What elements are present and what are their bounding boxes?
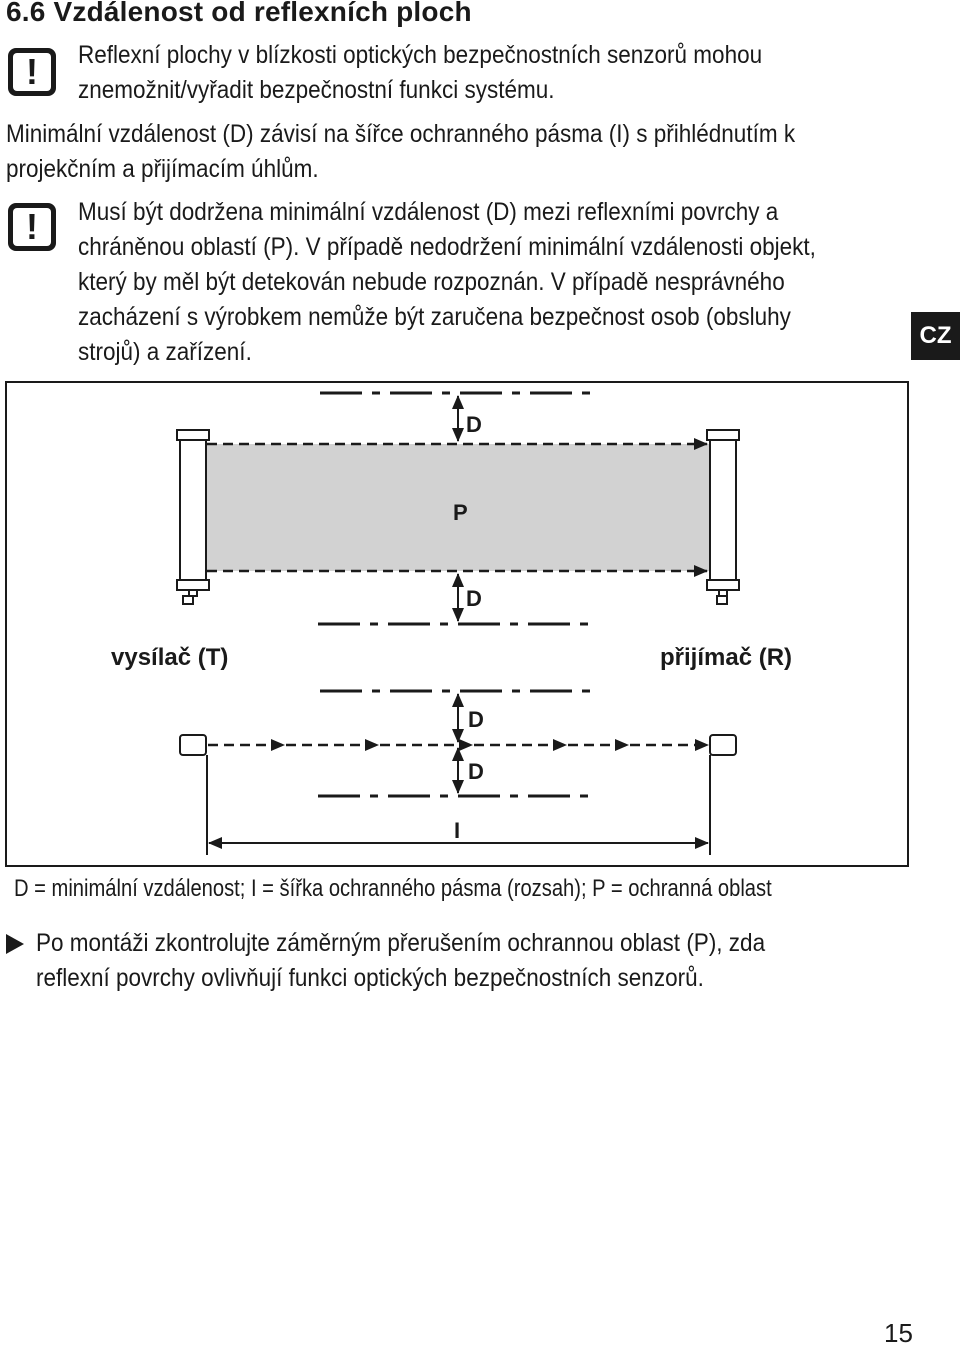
exclamation-warning-icon: !	[8, 48, 56, 96]
label-p: P	[453, 500, 468, 525]
section-heading: 6.6 Vzdálenost od reflexních ploch	[6, 0, 472, 27]
warning1-line2: znemožnit/vyřadit bezpečnostní funkci systému.	[78, 76, 555, 104]
instruction-line1: Po montáži zkontrolujte záměrným přerušením ochrannou oblast (P), zda	[36, 929, 766, 957]
warning1-line1: Reflexní plochy v blízkosti optických bezpečnostních senzorů mohou	[78, 41, 763, 69]
intro-line1: Minimální vzdálenost (D) závisí na šířce ochranného pásma (I) s přihlédnutím k	[6, 120, 796, 148]
warning2-line4: zacházení s výrobkem nemůže být zaručena bezpečnost osob (obsluhy	[78, 303, 791, 331]
transmitter-device	[177, 430, 209, 604]
label-d-bottom: D	[466, 586, 482, 611]
exclamation-warning-icon: !	[8, 203, 56, 251]
bullet-arrow-icon	[6, 934, 24, 954]
warning2-line5: strojů) a zařízení.	[78, 338, 252, 366]
page-number: 15	[884, 1318, 913, 1348]
label-d-top: D	[466, 412, 482, 437]
warning2-line1: Musí být dodržena minimální vzdálenost (D) mezi reflexními povrchy a	[78, 198, 779, 226]
intro-line2: projekčním a přijímacím úhlům.	[6, 155, 319, 183]
label-d-lower2: D	[468, 759, 484, 784]
receiver-label: přijímač (R)	[660, 644, 793, 671]
language-tab: CZ	[911, 312, 960, 360]
label-i: I	[454, 818, 461, 843]
receiver-symbol	[710, 735, 736, 755]
warning2-line3: který by měl být detekován nebude rozpoznán. V případě nesprávného	[78, 268, 785, 296]
instruction-line2: reflexní povrchy ovlivňují funkci optických bezpečnostních senzorů.	[36, 964, 704, 992]
label-d-lower1: D	[468, 707, 484, 732]
transmitter-symbol	[180, 735, 206, 755]
receiver-device	[707, 430, 739, 604]
transmitter-label: vysílač (T)	[111, 644, 229, 671]
figure-caption: D = minimální vzdálenost; I = šířka ochranného pásma (rozsah); P = ochranná oblast	[14, 875, 772, 902]
warning2-line2: chráněnou oblastí (P). V případě nedodržení minimální vzdálenosti objekt,	[78, 233, 816, 261]
